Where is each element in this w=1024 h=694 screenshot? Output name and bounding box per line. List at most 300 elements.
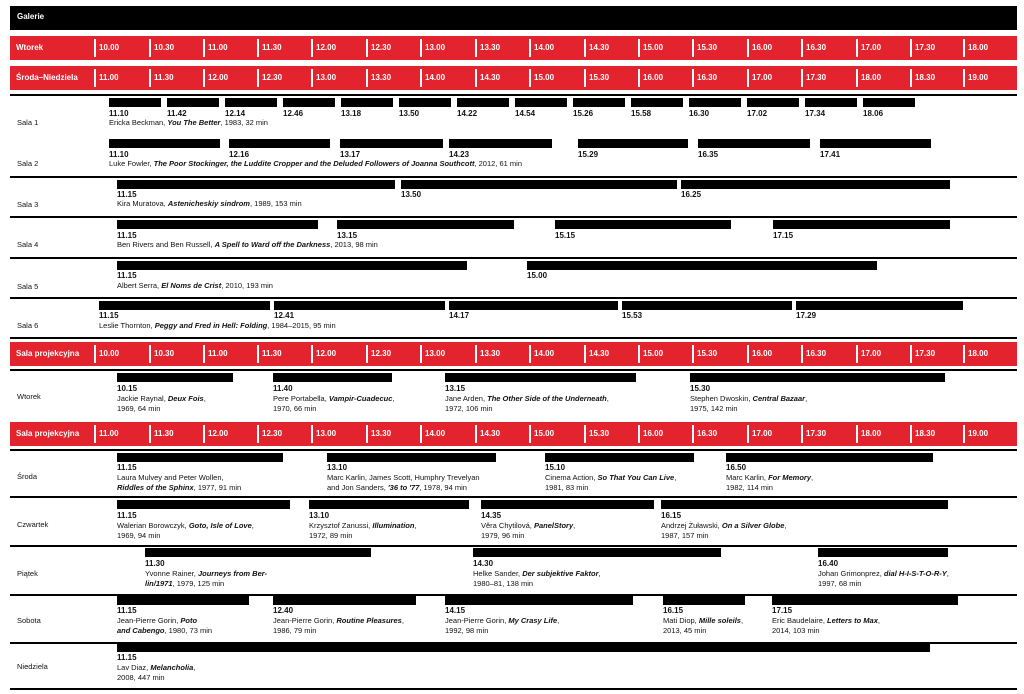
film-credit-line <box>545 473 676 483</box>
film-director: Johan Grimonprez, <box>818 569 884 578</box>
film-director: 2014, 103 min <box>772 626 820 635</box>
film-director: 2008, 447 min <box>117 673 165 682</box>
screening-time: 11.15 <box>117 190 137 199</box>
film-title: Illumination <box>372 521 415 530</box>
screening-time: 14.23 <box>449 150 470 159</box>
screening-time: 14.30 <box>473 559 494 568</box>
time-tick: 15.30 <box>584 69 609 87</box>
time-tick: 18.00 <box>856 69 881 87</box>
time-tick: 17.30 <box>801 69 826 87</box>
film-credit-line <box>117 483 241 493</box>
film-credit-line <box>473 569 601 579</box>
film-credit-line <box>663 616 743 626</box>
time-tick: 12.30 <box>257 69 282 87</box>
screening-bar <box>341 98 393 107</box>
screening-bar <box>117 596 249 605</box>
film-director: Ben Rivers and Ben Russell, <box>117 240 215 249</box>
screening-bar <box>527 261 877 270</box>
screening-time: 11.10 <box>109 109 129 118</box>
screening-bar <box>225 98 277 107</box>
time-tick: 13.30 <box>475 39 500 57</box>
film-meta: , <box>251 521 254 530</box>
film-director: 1975, 142 min <box>690 404 738 413</box>
film-title: A Spell to Ward off the Darkness <box>214 240 331 249</box>
screening-time: 13.18 <box>341 109 362 118</box>
day-label: Czwartek <box>17 520 49 529</box>
film-credit-line <box>445 626 488 636</box>
screening-time: 17.15 <box>773 231 794 240</box>
screening-bar <box>117 453 283 462</box>
time-tick: 14.00 <box>529 39 554 57</box>
screening-bar <box>340 139 443 148</box>
film-director: and Jon Sanders, <box>327 483 388 492</box>
screening-bar <box>445 596 633 605</box>
film-director: Walerian Borowczyk, <box>117 521 189 530</box>
screening-bar <box>273 373 392 382</box>
film-credit-line <box>445 394 609 404</box>
screening-time: 14.35 <box>481 511 502 520</box>
time-tick: 14.00 <box>420 69 445 87</box>
film-credit-line <box>273 394 394 404</box>
time-tick: 18.00 <box>963 345 988 363</box>
screening-time: 13.10 <box>309 511 330 520</box>
day-label: Środa <box>17 472 38 481</box>
time-band-label: Wtorek <box>16 43 44 52</box>
film-meta: , 1984–2015, 95 min <box>267 321 336 330</box>
screening-time: 11.15 <box>117 606 137 615</box>
screening-time: 16.15 <box>661 511 682 520</box>
time-tick: 14.30 <box>584 345 609 363</box>
room-label: Sala 1 <box>17 118 39 127</box>
time-tick: 16.30 <box>692 425 717 443</box>
day-label: Piątek <box>17 569 38 578</box>
film-meta: , <box>193 663 196 672</box>
screening-time: 11.15 <box>117 511 137 520</box>
time-tick: 11.00 <box>94 425 119 443</box>
film-credit-line <box>445 404 493 414</box>
screening-time: 15.10 <box>545 463 566 472</box>
film-meta: , 1983, 32 min <box>220 118 268 127</box>
film-credit-line <box>690 394 807 404</box>
screening-bar <box>457 98 509 107</box>
film-director: 1987, 157 min <box>661 531 709 540</box>
time-tick: 14.30 <box>584 39 609 57</box>
screening-time: 15.29 <box>578 150 599 159</box>
screening-time: 18.06 <box>863 109 884 118</box>
screening-time: 16.15 <box>663 606 684 615</box>
time-tick: 16.00 <box>638 69 663 87</box>
film-meta: , <box>573 521 576 530</box>
screening-bar <box>401 180 677 189</box>
time-tick: 15.30 <box>692 39 717 57</box>
film-title: Central Bazaar <box>752 394 806 403</box>
film-title: The Poor Stockinger, the Luddite Cropper and the Deluded Followers of Joanna Southcott <box>153 159 475 168</box>
time-tick: 11.00 <box>94 69 119 87</box>
film-director: 1979, 96 min <box>481 531 525 540</box>
screening-time: 11.15 <box>99 311 119 320</box>
film-director: 1981, 83 min <box>545 483 589 492</box>
film-director: 1969, 94 min <box>117 531 161 540</box>
film-director: Eric Baudelaire, <box>772 616 828 625</box>
film-director: 1972, 89 min <box>309 531 353 540</box>
film-credit-line <box>690 404 738 414</box>
film-director: 1986, 79 min <box>273 626 317 635</box>
film-director: Jean-Pierre Gorin, <box>445 616 509 625</box>
film-credit-line <box>726 483 773 493</box>
screening-bar <box>309 500 469 509</box>
time-tick: 14.30 <box>475 69 500 87</box>
time-tick: 12.30 <box>257 425 282 443</box>
film-credit-line <box>109 118 268 128</box>
row-divider <box>10 369 1017 371</box>
film-meta: , <box>598 569 601 578</box>
film-credit-line <box>117 240 378 250</box>
film-title: On a Silver Globe <box>721 521 785 530</box>
screening-bar <box>631 98 683 107</box>
film-credit-line <box>309 521 417 531</box>
film-title: and Cabengo <box>117 626 165 635</box>
film-credit-line <box>117 394 206 404</box>
film-meta: , 1977, 91 min <box>193 483 242 492</box>
film-director: Marc Karlin, James Scott, Humphry Trevelyan <box>327 473 480 482</box>
screening-time: 15.00 <box>527 271 548 280</box>
time-tick: 13.00 <box>311 425 336 443</box>
film-credit-line <box>327 483 467 493</box>
screening-bar <box>117 373 233 382</box>
film-credit-line <box>772 616 880 626</box>
screening-bar <box>555 220 731 229</box>
screening-bar <box>445 373 636 382</box>
room-label: Sala 3 <box>17 200 39 209</box>
screening-bar <box>109 98 161 107</box>
time-tick: 13.30 <box>475 345 500 363</box>
time-tick: 17.00 <box>856 39 881 57</box>
row-divider <box>10 176 1017 178</box>
film-director: Andrzej Żuławski, <box>661 521 722 530</box>
time-tick: 17.30 <box>910 345 935 363</box>
row-divider <box>10 257 1017 259</box>
row-divider <box>10 337 1017 339</box>
row-divider <box>10 545 1017 547</box>
film-meta: , 1989, 153 min <box>249 199 302 208</box>
film-credit-line <box>117 673 165 683</box>
time-tick: 12.00 <box>203 69 228 87</box>
film-director: Leslie Thornton, <box>99 321 155 330</box>
film-director: 1980–81, 138 min <box>473 579 534 588</box>
film-credit-line <box>117 616 197 626</box>
film-credit-line <box>117 663 195 673</box>
film-credit-line <box>117 531 160 541</box>
film-credit-line <box>661 521 786 531</box>
film-meta: , <box>946 569 949 578</box>
time-tick: 13.00 <box>420 39 445 57</box>
time-tick: 13.00 <box>311 69 336 87</box>
film-credit-line <box>99 321 336 331</box>
film-credit-line <box>273 616 404 626</box>
film-meta: , <box>674 473 677 482</box>
time-tick: 16.00 <box>747 39 772 57</box>
time-tick: 17.00 <box>747 425 772 443</box>
film-meta: , 1980, 73 min <box>164 626 213 635</box>
screening-bar <box>515 98 567 107</box>
film-credit-line <box>726 473 813 483</box>
screening-bar <box>481 500 654 509</box>
time-tick: 10.00 <box>94 39 119 57</box>
film-director: Laura Mulvey and Peter Wollen, <box>117 473 224 482</box>
time-band-proj-sroda <box>10 422 1017 446</box>
film-director: Stephen Dwoskin, <box>690 394 753 403</box>
film-title: You The Better <box>167 118 221 127</box>
film-meta: , <box>557 616 560 625</box>
galerie-label: Galerie <box>17 12 45 21</box>
time-tick: 15.30 <box>584 425 609 443</box>
time-tick: 15.00 <box>529 69 554 87</box>
screening-bar <box>449 139 552 148</box>
film-director: Jean-Pierre Gorin, <box>273 616 337 625</box>
film-title: Journeys from Ber- <box>197 569 268 578</box>
screening-bar <box>449 301 618 310</box>
room-label: Sala 4 <box>17 240 39 249</box>
screening-bar <box>167 98 219 107</box>
film-credit-line <box>117 281 273 291</box>
screening-bar <box>698 139 810 148</box>
screening-time: 12.46 <box>283 109 304 118</box>
time-tick: 14.00 <box>420 425 445 443</box>
row-divider <box>10 449 1017 451</box>
screening-time: 10.15 <box>117 384 138 393</box>
film-credit-line <box>473 579 533 589</box>
screening-time: 13.50 <box>401 190 422 199</box>
time-tick: 15.00 <box>529 425 554 443</box>
screening-time: 14.22 <box>457 109 478 118</box>
screening-bar <box>117 500 290 509</box>
screening-time: 11.15 <box>117 231 137 240</box>
film-title: The Other Side of the Underneath <box>487 394 607 403</box>
time-tick: 18.30 <box>910 69 935 87</box>
film-meta: , 1979, 125 min <box>172 579 225 588</box>
time-tick: 16.30 <box>692 69 717 87</box>
film-credit-line <box>445 616 559 626</box>
film-credit-line <box>145 569 267 579</box>
screening-bar <box>772 596 958 605</box>
film-credit-line <box>117 404 160 414</box>
time-band-proj-wtorek <box>10 342 1017 366</box>
film-title: Mille soleils <box>698 616 741 625</box>
time-tick: 11.30 <box>257 345 282 363</box>
time-tick: 13.30 <box>366 425 391 443</box>
film-director: Mati Diop, <box>663 616 699 625</box>
time-tick: 12.00 <box>203 425 228 443</box>
screening-bar <box>796 301 963 310</box>
time-tick: 11.30 <box>257 39 282 57</box>
screening-time: 12.16 <box>229 150 250 159</box>
screening-bar <box>545 453 694 462</box>
film-credit-line <box>109 159 522 169</box>
film-meta: , 2013, 98 min <box>330 240 378 249</box>
screening-time: 13.17 <box>340 150 361 159</box>
film-title: Melancholia <box>150 663 194 672</box>
time-tick: 11.00 <box>203 39 228 57</box>
time-tick: 10.30 <box>149 39 174 57</box>
time-tick: 11.00 <box>203 345 228 363</box>
screening-bar <box>117 261 467 270</box>
screening-bar <box>145 548 371 557</box>
screening-time: 16.40 <box>818 559 839 568</box>
film-credit-line <box>145 579 224 589</box>
row-divider <box>10 216 1017 218</box>
film-meta: , <box>203 394 206 403</box>
time-tick: 16.30 <box>801 345 826 363</box>
film-title: Der subjektive Faktor <box>522 569 599 578</box>
time-tick: 12.30 <box>366 39 391 57</box>
screening-bar <box>283 98 335 107</box>
time-band-label: Sala projekcyjna <box>16 429 80 438</box>
time-tick: 16.00 <box>638 425 663 443</box>
screening-time: 15.58 <box>631 109 652 118</box>
screening-bar <box>773 220 950 229</box>
film-title: So That You Can Live <box>597 473 675 482</box>
screening-bar <box>337 220 514 229</box>
film-title: lin/1971 <box>145 579 173 588</box>
screening-time: 11.42 <box>167 109 187 118</box>
screening-time: 13.15 <box>337 231 358 240</box>
screening-bar <box>681 180 950 189</box>
film-credit-line <box>327 473 480 483</box>
film-meta: , <box>414 521 417 530</box>
time-tick: 17.00 <box>747 69 772 87</box>
row-divider <box>10 94 1017 96</box>
film-director: Pere Portabella, <box>273 394 329 403</box>
film-director: Cinema Action, <box>545 473 598 482</box>
screening-time: 16.30 <box>689 109 710 118</box>
screening-bar <box>399 98 451 107</box>
time-tick: 14.30 <box>475 425 500 443</box>
screening-bar <box>689 98 741 107</box>
screening-bar <box>622 301 792 310</box>
film-title: Routine Pleasures <box>336 616 402 625</box>
film-title: Letters to Max <box>827 616 878 625</box>
screening-time: 15.30 <box>690 384 711 393</box>
screening-time: 12.40 <box>273 606 294 615</box>
film-meta: , <box>392 394 395 403</box>
screening-bar <box>99 301 270 310</box>
film-credit-line <box>117 199 302 209</box>
screening-bar <box>690 373 945 382</box>
time-tick: 18.00 <box>963 39 988 57</box>
film-credit-line <box>273 404 316 414</box>
screening-bar <box>274 301 445 310</box>
film-director: Yvonne Rainer, <box>145 569 198 578</box>
time-tick: 15.30 <box>692 345 717 363</box>
film-meta: , 1978, 94 min <box>419 483 467 492</box>
film-credit-line <box>481 531 524 541</box>
galerie-header <box>10 6 1017 30</box>
film-credit-line <box>309 531 352 541</box>
screening-bar <box>229 139 330 148</box>
screening-time: 17.41 <box>820 150 841 159</box>
film-meta: , <box>805 394 808 403</box>
screening-bar <box>117 180 395 189</box>
time-band-sroda-niedziela <box>10 66 1017 90</box>
screening-bar <box>663 596 745 605</box>
time-tick: 15.00 <box>638 39 663 57</box>
film-director: 1992, 98 min <box>445 626 489 635</box>
film-director: Lav Diaz, <box>117 663 151 672</box>
screening-time: 13.50 <box>399 109 420 118</box>
time-tick: 11.30 <box>149 425 174 443</box>
screening-time: 11.15 <box>117 653 137 662</box>
film-title: Peggy and Fred in Hell: Folding <box>154 321 268 330</box>
time-tick: 11.30 <box>149 69 174 87</box>
film-director: Jackie Raynal, <box>117 394 168 403</box>
film-meta: , <box>784 521 787 530</box>
film-director: Helke Sander, <box>473 569 523 578</box>
screening-bar <box>747 98 799 107</box>
time-tick: 12.30 <box>366 345 391 363</box>
screening-time: 15.53 <box>622 311 643 320</box>
time-tick: 16.00 <box>747 345 772 363</box>
film-title: My Crasy Life <box>508 616 558 625</box>
screening-bar <box>661 500 948 509</box>
film-director: 1969, 64 min <box>117 404 161 413</box>
film-director: Luke Fowler, <box>109 159 154 168</box>
screening-time: 16.50 <box>726 463 747 472</box>
film-credit-line <box>663 626 706 636</box>
screening-time: 17.02 <box>747 109 768 118</box>
film-director: Albert Serra, <box>117 281 162 290</box>
film-meta: , <box>401 616 404 625</box>
screening-time: 16.25 <box>681 190 702 199</box>
screening-time: 13.10 <box>327 463 348 472</box>
film-title: Astenicheskiy sindrom <box>167 199 250 208</box>
screening-time: 17.29 <box>796 311 817 320</box>
screening-bar <box>117 643 930 652</box>
screening-bar <box>573 98 625 107</box>
film-title: '36 to '77 <box>387 483 420 492</box>
time-tick: 17.30 <box>801 425 826 443</box>
screening-bar <box>109 139 220 148</box>
film-credit-line <box>117 521 254 531</box>
screening-time: 15.15 <box>555 231 576 240</box>
time-tick: 13.00 <box>420 345 445 363</box>
time-band-label: Sala projekcyjna <box>16 349 80 358</box>
film-director: Jean-Pierre Gorin, <box>117 616 181 625</box>
time-tick: 18.30 <box>910 425 935 443</box>
screening-bar <box>726 453 933 462</box>
film-title: dial H-I-S-T-O-R-Y <box>883 569 947 578</box>
screening-time: 14.17 <box>449 311 470 320</box>
time-tick: 10.00 <box>94 345 119 363</box>
film-credit-line <box>818 569 949 579</box>
screening-bar <box>273 596 416 605</box>
film-director: Ericka Beckman, <box>109 118 168 127</box>
screening-time: 17.34 <box>805 109 826 118</box>
screening-time: 11.30 <box>145 559 165 568</box>
time-tick: 13.30 <box>366 69 391 87</box>
screening-time: 11.15 <box>117 271 137 280</box>
film-director: 1970, 66 min <box>273 404 317 413</box>
screening-bar <box>473 548 721 557</box>
film-credit-line <box>273 626 316 636</box>
day-label: Sobota <box>17 616 41 625</box>
time-band-label: Środa–Niedziela <box>16 73 78 82</box>
row-divider <box>10 496 1017 498</box>
film-meta: , <box>740 616 744 625</box>
screening-time: 11.15 <box>117 463 137 472</box>
screening-bar <box>820 139 931 148</box>
film-credit-line <box>772 626 820 636</box>
film-director: Marc Karlin, <box>726 473 769 482</box>
